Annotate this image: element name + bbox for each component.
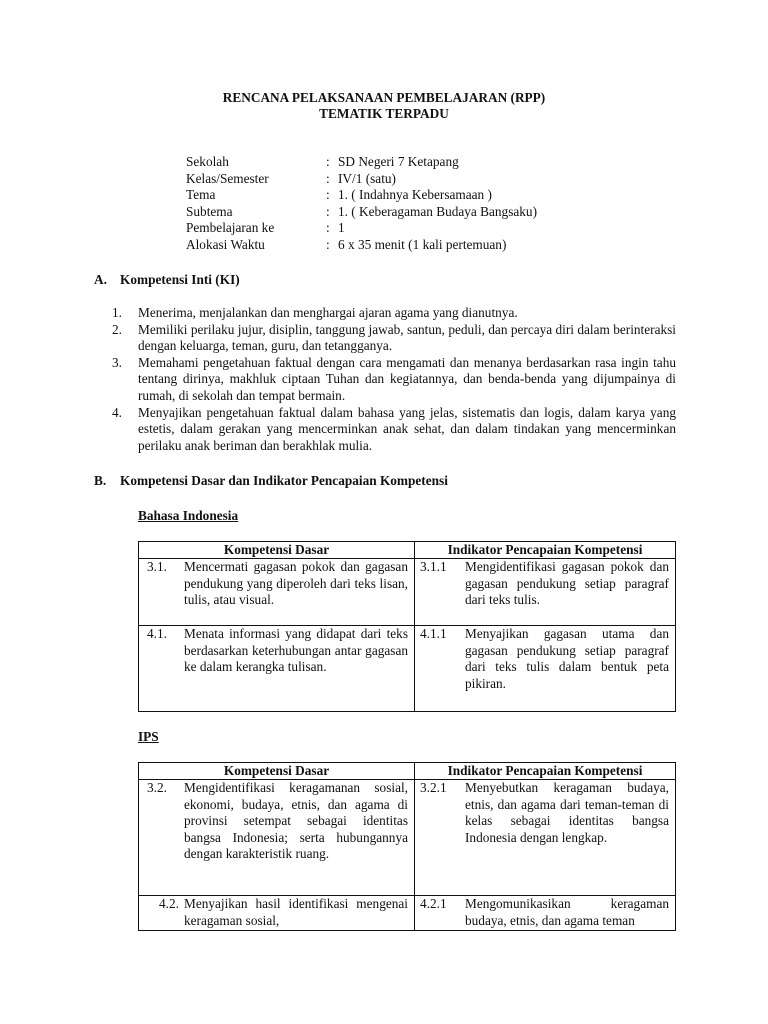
table-header-row [139,763,676,780]
table-cell [139,559,415,626]
list-number: 4. [112,404,122,420]
indicator-cell [415,559,675,609]
indicator-text: Menyebutkan keragaman budaya, etnis, dan agama dari teman-teman di kelas sebagai identitas bangsa Indonesia dengan lengkap. [465,780,669,845]
kd-code: 4.1. [147,626,167,641]
identity-colon: : [326,203,330,219]
identity-value: SD Negeri 7 Ketapang [338,154,459,169]
column-header: Indikator Pencapaian Kompetensi [415,763,676,780]
column-header: Indikator Pencapaian Kompetensi [415,542,676,559]
indicator-code: 3.1.1 [420,559,447,574]
indicator-code: 3.2.1 [420,780,447,795]
list-text: Menerima, menjalankan dan menghargai ajaran agama yang dianutnya. [138,305,518,320]
identity-label: Alokasi Waktu [186,236,265,252]
kd-cell [139,896,414,929]
section-title: Kompetensi Inti (KI) [120,272,240,287]
indicator-text: Mengomunikasikan keragaman budaya, etnis, dan agama teman [465,896,669,928]
identity-value: 1 [338,220,345,236]
table-cell [139,896,415,931]
table-cell [139,780,415,896]
kd-text: Menata informasi yang didapat dari teks berdasarkan keterhubungan antar gagasan ke dalam kerangka tulisan. [184,626,408,675]
list-text: Menyajikan pengetahuan faktual dalam bahasa yang jelas, sistematis dan logis, dalam karya yang estetis, dalam gerakan yang mencerminkan anak sehat, dan dalam tindakan yang mencerminkan perilaku anak beriman dan berakhlak mulia. [138,404,676,453]
bahasa-table [138,541,676,712]
section-title: Kompetensi Dasar dan Indikator Pencapaian Kompetensi [120,473,448,488]
identity-colon: : [326,154,330,169]
list-text: Memahami pengetahuan faktual dengan cara mengamati dan menanya berdasarkan rasa ingin tahu tentang dirinya, makhluk ciptaan Tuhan dan kegiatannya, dan benda-benda yang dijumpainya di rumah, di sekolah dan tempat bermain. [138,354,676,403]
kd-code: 3.2. [147,780,167,795]
identity-value: 1. ( Keberagaman Budaya Bangsaku) [338,203,538,219]
table-cell [415,896,676,931]
indicator-text: Mengidentifikasi gagasan pokok dan gagasan pendukung setiap paragraf dari teks tulis. [465,559,669,608]
table-row [139,626,676,712]
kd-text: Menyajikan hasil identifikasi mengenai keragaman sosial, [184,896,408,928]
table-cell [415,780,676,896]
list-item [112,322,676,355]
identity-colon: : [326,170,330,186]
column-header: Kompetensi Dasar [139,542,415,559]
section-b-heading [94,473,448,490]
indicator-cell [415,626,675,692]
kd-code: 3.1. [147,559,167,574]
table-row [139,780,676,896]
section-letter: B. [94,473,107,488]
kd-cell [139,780,414,863]
list-number: 2. [112,321,122,337]
kd-text: Mencermati gagasan pokok dan gagasan pendukung yang diperoleh dari teks lisan, tulis, atau visual. [184,559,408,608]
section-a-heading [94,272,240,289]
identity-label: Tema [186,187,216,203]
identity-colon: : [326,220,330,236]
list-number: 3. [112,354,122,370]
indicator-code: 4.1.1 [420,626,447,641]
list-item [112,305,676,322]
table-cell [415,559,676,626]
list-text: Memiliki perilaku jujur, disiplin, tanggung jawab, santun, peduli, dan percaya diri dalam berinteraksi dengan keluarga, teman, guru, dan tetangganya. [138,321,676,354]
identity-label: Kelas/Semester [186,170,269,186]
subject-heading-ips: IPS [138,729,159,744]
section-letter: A. [94,272,107,287]
identity-label: Subtema [186,203,233,219]
ki-list [112,305,676,454]
list-item [112,355,676,405]
identity-value: IV/1 (satu) [338,170,396,186]
indicator-cell [415,780,675,846]
kd-cell [139,559,414,609]
table-cell [139,626,415,712]
document-title: RENCANA PELAKSANAAN PEMBELAJARAN (RPP) [222,90,546,105]
identity-value: 6 x 35 menit (1 kali pertemuan) [338,236,507,252]
kd-cell [139,626,414,676]
indicator-cell [415,896,675,929]
document-subtitle: TEMATIK TERPADU [319,106,449,121]
indicator-code: 4.2.1 [420,896,447,911]
table-row [139,559,676,626]
table-row [139,896,676,931]
identity-label: Sekolah [186,154,229,169]
subject-heading-bahasa: Bahasa Indonesia [138,508,239,523]
identity-colon: : [326,236,330,252]
indicator-text: Menyajikan gagasan utama dan gagasan pendukung setiap paragraf dari teks tulis dalam bentuk peta pikiran. [465,626,669,691]
identity-colon: : [326,187,330,203]
kd-code: 4.2. [159,896,179,911]
ips-table [138,762,676,931]
list-item [112,405,676,455]
list-number: 1. [112,305,122,320]
identity-label: Pembelajaran ke [186,220,275,236]
table-header-row [139,542,676,559]
table-cell [415,626,676,712]
column-header: Kompetensi Dasar [139,763,415,780]
kd-text: Mengidentifikasi keragamanan sosial, ekonomi, budaya, etnis, dan agama di provinsi setempat sebagai identitas bangsa Indonesia; serta hubungannya dengan karakteristik ruang. [184,780,408,862]
identity-value: 1. ( Indahnya Kebersamaan ) [338,187,492,203]
